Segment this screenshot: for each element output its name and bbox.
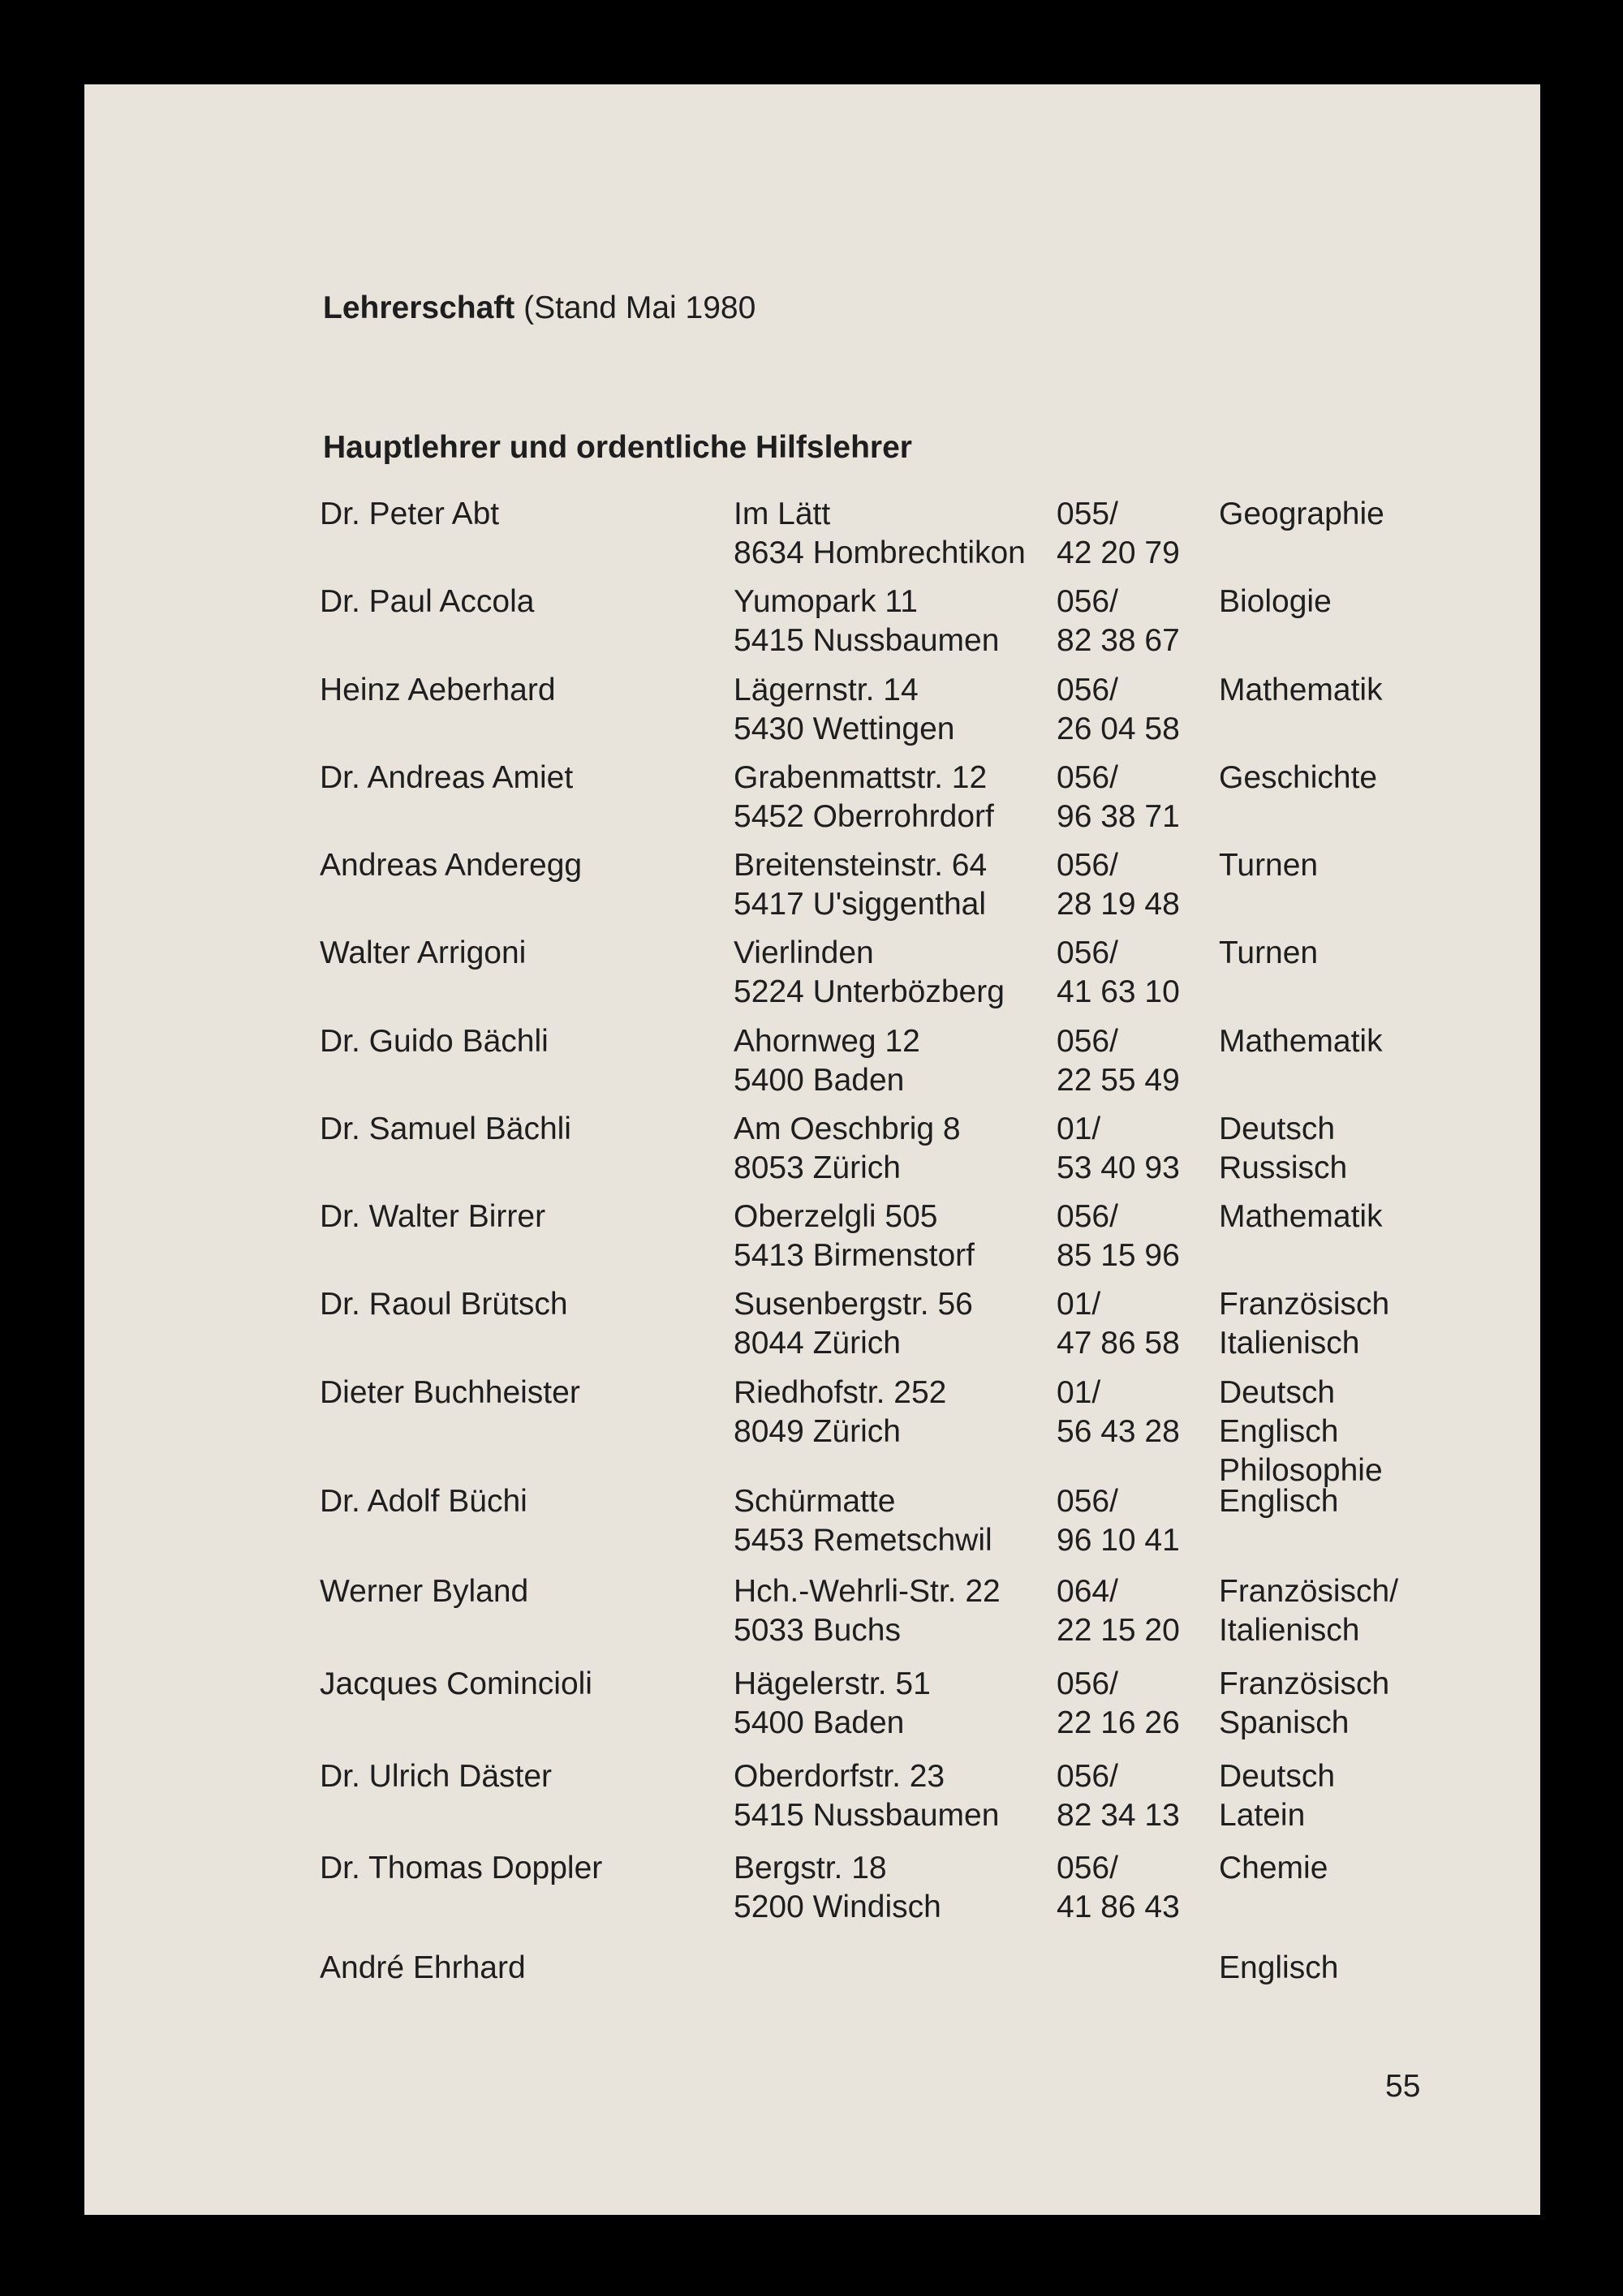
teacher-area-code: 056/: [1057, 1199, 1118, 1234]
teacher-street: Riedhofstr. 252: [734, 1375, 947, 1410]
teacher-name: Dr. Paul Accola: [320, 584, 535, 619]
teacher-phone-column: [1057, 1285, 1180, 1363]
teacher-phone-column: [1057, 1197, 1180, 1275]
teacher-area-code: 056/: [1057, 673, 1118, 707]
teacher-name: Dr. Ulrich Däster: [320, 1759, 553, 1794]
teacher-address-column: [734, 1197, 975, 1275]
teacher-area-code: 056/: [1057, 935, 1118, 970]
teacher-city: 5417 U'siggenthal: [734, 887, 987, 922]
teacher-phone: 26 04 58: [1057, 712, 1180, 746]
teacher-address-column: [734, 495, 1026, 573]
teacher-name-column: [320, 1197, 545, 1236]
teacher-name: André Ehrhard: [320, 1950, 526, 1985]
teacher-area-code: 01/: [1057, 1287, 1101, 1322]
teacher-subjects-column: [1219, 1285, 1389, 1363]
teacher-phone: 22 55 49: [1057, 1063, 1180, 1098]
teacher-city: 5200 Windisch: [734, 1890, 941, 1924]
teacher-name-column: [320, 759, 573, 798]
teacher-phone: 82 38 67: [1057, 623, 1180, 658]
teacher-street: Susenbergstr. 56: [734, 1287, 973, 1322]
teacher-area-code: 055/: [1057, 497, 1118, 531]
teacher-phone: 56 43 28: [1057, 1414, 1180, 1449]
teacher-area-code: 056/: [1057, 1759, 1118, 1794]
teacher-area-code: 056/: [1057, 1024, 1118, 1059]
teacher-area-code: 01/: [1057, 1111, 1101, 1146]
teacher-subject: Französisch: [1219, 1287, 1390, 1322]
teacher-address-column: [734, 583, 999, 660]
teacher-name: Werner Byland: [320, 1574, 529, 1609]
page-number: 55: [1385, 2069, 1421, 2104]
teacher-name: Dr. Peter Abt: [320, 497, 500, 531]
teacher-name: Dr. Raoul Brütsch: [320, 1287, 568, 1322]
teacher-subjects-column: [1219, 934, 1318, 973]
teacher-city: 5400 Baden: [734, 1705, 905, 1740]
teacher-name-column: [320, 1482, 527, 1521]
teacher-phone: 96 38 71: [1057, 799, 1180, 834]
teacher-subject: Spanisch: [1219, 1705, 1350, 1740]
teacher-subjects-column: [1219, 671, 1383, 710]
teacher-subject: Englisch: [1219, 1950, 1339, 1985]
teacher-phone-column: [1057, 1110, 1180, 1188]
teacher-name: Dr. Guido Bächli: [320, 1024, 549, 1059]
teacher-phone: 22 15 20: [1057, 1613, 1180, 1648]
teacher-phone: 28 19 48: [1057, 887, 1180, 922]
teacher-phone-column: [1057, 1374, 1180, 1451]
teacher-subject: Philosophie: [1219, 1453, 1383, 1488]
teacher-subjects-column: [1219, 759, 1377, 798]
teacher-address-column: [734, 1285, 973, 1363]
teacher-phone-column: [1057, 1022, 1180, 1100]
teacher-city: 8634 Hombrechtikon: [734, 535, 1026, 570]
teacher-street: Breitensteinstr. 64: [734, 848, 988, 883]
teacher-subject: Turnen: [1219, 848, 1319, 883]
teacher-subject: Mathematik: [1219, 673, 1383, 707]
teacher-name-column: [320, 1572, 528, 1611]
teacher-subject: Mathematik: [1219, 1024, 1383, 1059]
teacher-phone: 47 86 58: [1057, 1326, 1180, 1361]
teacher-address-column: [734, 1757, 999, 1835]
teacher-subjects-column: [1219, 1022, 1383, 1061]
teacher-name-column: [320, 1665, 592, 1704]
teacher-city: 5453 Remetschwil: [734, 1523, 992, 1558]
teacher-subjects-column: [1219, 1949, 1338, 1988]
teacher-name: Andreas Anderegg: [320, 848, 583, 883]
teacher-name-column: [320, 1374, 580, 1412]
teacher-name-column: [320, 1110, 571, 1149]
teacher-list: [84, 84, 1540, 2215]
teacher-address-column: [734, 759, 994, 836]
teacher-city: 8053 Zürich: [734, 1150, 901, 1185]
teacher-name-column: [320, 1849, 602, 1888]
teacher-street: Vierlinden: [734, 935, 874, 970]
teacher-street: Schürmatte: [734, 1484, 896, 1519]
teacher-phone-column: [1057, 1482, 1180, 1560]
teacher-address-column: [734, 1665, 931, 1743]
teacher-name: Dieter Buchheister: [320, 1375, 580, 1410]
teacher-street: Ahornweg 12: [734, 1024, 920, 1059]
teacher-address-column: [734, 934, 1005, 1012]
teacher-subject: Turnen: [1219, 935, 1319, 970]
teacher-city: 5415 Nussbaumen: [734, 623, 1000, 658]
teacher-subject: Deutsch: [1219, 1759, 1336, 1794]
teacher-subjects-column: [1219, 1757, 1335, 1835]
teacher-subjects-column: [1219, 1110, 1347, 1188]
teacher-name: Dr. Thomas Doppler: [320, 1851, 603, 1885]
teacher-city: 5430 Wettingen: [734, 712, 955, 746]
teacher-phone-column: [1057, 1757, 1180, 1835]
teacher-subjects-column: [1219, 1572, 1398, 1650]
teacher-subject: Französisch/: [1219, 1574, 1399, 1609]
teacher-street: Hägelerstr. 51: [734, 1666, 931, 1701]
teacher-phone-column: [1057, 759, 1180, 836]
teacher-subject: Deutsch: [1219, 1111, 1336, 1146]
teacher-subject: Geschichte: [1219, 760, 1378, 795]
teacher-city: 5413 Birmenstorf: [734, 1238, 975, 1273]
teacher-name: Dr. Andreas Amiet: [320, 760, 574, 795]
teacher-name: Jacques Comincioli: [320, 1666, 592, 1701]
teacher-street: Hch.-Wehrli-Str. 22: [734, 1574, 1001, 1609]
teacher-subjects-column: [1219, 583, 1332, 621]
teacher-street: Lägernstr. 14: [734, 673, 919, 707]
teacher-phone: 85 15 96: [1057, 1238, 1180, 1273]
teacher-subject: Englisch: [1219, 1414, 1339, 1449]
teacher-phone: 41 86 43: [1057, 1890, 1180, 1924]
teacher-phone-column: [1057, 846, 1180, 924]
teacher-name-column: [320, 846, 582, 885]
teacher-subjects-column: [1219, 1197, 1383, 1236]
teacher-subjects-column: [1219, 1374, 1383, 1490]
teacher-subject: Italienisch: [1219, 1326, 1360, 1361]
teacher-subject: Französisch: [1219, 1666, 1390, 1701]
teacher-name-column: [320, 1285, 568, 1324]
teacher-name-column: [320, 1949, 526, 1988]
teacher-street: Yumopark 11: [734, 584, 918, 619]
document-page: [84, 84, 1540, 2215]
teacher-subject: Englisch: [1219, 1484, 1339, 1519]
teacher-name: Dr. Walter Birrer: [320, 1199, 546, 1234]
teacher-subject: Geographie: [1219, 497, 1384, 531]
teacher-address-column: [734, 671, 955, 749]
teacher-city: 5224 Unterbözberg: [734, 974, 1005, 1009]
teacher-address-column: [734, 1849, 941, 1927]
title-rest: (Stand Mai 1980: [514, 290, 756, 325]
teacher-phone-column: [1057, 1665, 1180, 1743]
teacher-phone-column: [1057, 495, 1180, 573]
title-bold: Lehrerschaft: [323, 290, 515, 325]
teacher-street: Grabenmattstr. 12: [734, 760, 988, 795]
teacher-phone-column: [1057, 671, 1180, 749]
teacher-phone: 82 34 13: [1057, 1798, 1180, 1833]
teacher-area-code: 056/: [1057, 848, 1118, 883]
teacher-street: Am Oeschbrig 8: [734, 1111, 961, 1146]
teacher-subject: Biologie: [1219, 584, 1332, 619]
section-heading: Hauptlehrer und ordentliche Hilfslehrer: [323, 430, 912, 465]
teacher-city: 5415 Nussbaumen: [734, 1798, 1000, 1833]
teacher-subject: Italienisch: [1219, 1613, 1360, 1648]
teacher-area-code: 056/: [1057, 1484, 1118, 1519]
teacher-name-column: [320, 934, 526, 973]
teacher-phone: 41 63 10: [1057, 974, 1180, 1009]
teacher-address-column: [734, 1374, 946, 1451]
teacher-area-code: 064/: [1057, 1574, 1118, 1609]
teacher-phone-column: [1057, 1572, 1180, 1650]
teacher-name-column: [320, 1757, 552, 1796]
teacher-area-code: 056/: [1057, 1851, 1118, 1885]
teacher-area-code: 056/: [1057, 1666, 1118, 1701]
teacher-street: Bergstr. 18: [734, 1851, 887, 1885]
teacher-subjects-column: [1219, 846, 1318, 885]
teacher-phone-column: [1057, 934, 1180, 1012]
teacher-city: 5033 Buchs: [734, 1613, 901, 1648]
teacher-name-column: [320, 495, 499, 534]
teacher-name: Heinz Aeberhard: [320, 673, 556, 707]
teacher-city: 8049 Zürich: [734, 1414, 901, 1449]
teacher-name: Dr. Samuel Bächli: [320, 1111, 571, 1146]
teacher-city: 8044 Zürich: [734, 1326, 901, 1361]
teacher-address-column: [734, 1482, 992, 1560]
teacher-phone: 96 10 41: [1057, 1523, 1180, 1558]
teacher-street: Oberdorfstr. 23: [734, 1759, 945, 1794]
teacher-area-code: 056/: [1057, 584, 1118, 619]
teacher-name-column: [320, 1022, 549, 1061]
teacher-name: Walter Arrigoni: [320, 935, 527, 970]
teacher-street: Im Lätt: [734, 497, 831, 531]
teacher-subjects-column: [1219, 495, 1384, 534]
teacher-address-column: [734, 1572, 1001, 1650]
teacher-subjects-column: [1219, 1665, 1389, 1743]
teacher-name: Dr. Adolf Büchi: [320, 1484, 527, 1519]
teacher-area-code: 056/: [1057, 760, 1118, 795]
teacher-name-column: [320, 583, 534, 621]
teacher-address-column: [734, 1110, 961, 1188]
teacher-address-column: [734, 1022, 920, 1100]
teacher-phone-column: [1057, 1849, 1180, 1927]
teacher-phone: 53 40 93: [1057, 1150, 1180, 1185]
teacher-subject: Mathematik: [1219, 1199, 1383, 1234]
teacher-street: Oberzelgli 505: [734, 1199, 938, 1234]
teacher-city: 5452 Oberrohrdorf: [734, 799, 994, 834]
teacher-phone: 42 20 79: [1057, 535, 1180, 570]
teacher-subject: Deutsch: [1219, 1375, 1336, 1410]
teacher-phone: 22 16 26: [1057, 1705, 1180, 1740]
teacher-subjects-column: [1219, 1849, 1328, 1888]
teacher-subject: Latein: [1219, 1798, 1306, 1833]
teacher-address-column: [734, 846, 987, 924]
teacher-name-column: [320, 671, 556, 710]
teacher-subjects-column: [1219, 1482, 1338, 1521]
teacher-subject: Chemie: [1219, 1851, 1328, 1885]
teacher-phone-column: [1057, 583, 1180, 660]
teacher-city: 5400 Baden: [734, 1063, 905, 1098]
teacher-area-code: 01/: [1057, 1375, 1101, 1410]
teacher-subject: Russisch: [1219, 1150, 1348, 1185]
